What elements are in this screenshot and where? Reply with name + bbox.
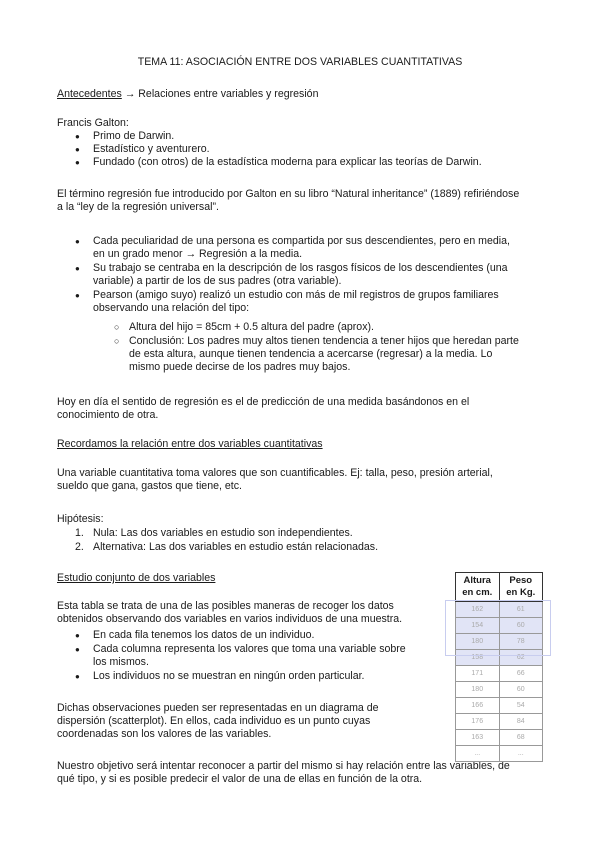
header-line: en cm. bbox=[462, 587, 493, 598]
table-header-altura bbox=[456, 573, 500, 602]
regresion-item bbox=[57, 235, 543, 261]
table-cell: 54 bbox=[499, 698, 543, 714]
text-line: de esta altura, aunque tienen tendencia a acercarse (regresar) a la media. Lo bbox=[129, 348, 493, 360]
text-line: qué tipo, y si es posible predecir el valor de una de ellas en función de la otra. bbox=[57, 773, 423, 785]
estudio-list bbox=[57, 629, 437, 683]
dichas-paragraph bbox=[57, 702, 437, 741]
recordamos-heading: Recordamos la relación entre dos variables cuantitativas bbox=[57, 438, 323, 450]
table-cell: 154 bbox=[456, 618, 500, 634]
estudio-item bbox=[57, 670, 437, 683]
table-cell: 166 bbox=[456, 698, 500, 714]
document-title: TEMA 11: ASOCIACIÓN ENTRE DOS VARIABLES CUANTITATIVAS bbox=[137, 56, 463, 68]
header-line: Peso bbox=[509, 575, 533, 586]
text-line: En cada fila tenemos los datos de un individuo. bbox=[93, 629, 315, 641]
text-line: Esta tabla se trata de una de las posibles maneras de recoger los datos bbox=[57, 600, 394, 612]
text-line: mismo puede decirse de los padres muy bajos. bbox=[129, 361, 351, 373]
table-header-row bbox=[456, 573, 543, 602]
antecedentes-line bbox=[57, 88, 543, 101]
text-line: a la “ley de la regresión universal”. bbox=[57, 201, 219, 213]
table-cell: 66 bbox=[499, 666, 543, 682]
galton-intro: Francis Galton: bbox=[57, 117, 129, 129]
table-row bbox=[456, 682, 543, 698]
text-line: Su trabajo se centraba en la descripción de los rasgos físicos de los descendientes (una bbox=[93, 262, 508, 274]
hoy-paragraph bbox=[57, 396, 543, 422]
antecedentes-rest: → Relaciones entre variables y regresión bbox=[121, 88, 319, 100]
text-line: dispersión (scatterplot). En ellos, cada individuo es un punto cuyas bbox=[57, 715, 371, 727]
text-line: El término regresión fue introducido por Galton en su libro “Natural inheritance” (1889) refiriéndose bbox=[57, 188, 520, 200]
hipotesis-item bbox=[57, 541, 543, 554]
text-line: en un grado menor → Regresión a la media. bbox=[93, 248, 303, 260]
table-row bbox=[456, 698, 543, 714]
hipotesis-text: Nula: Las dos variables en estudio son independientes. bbox=[93, 527, 353, 539]
regresion-intro bbox=[57, 188, 543, 214]
text-line: obtenidos observando dos variables en varios individuos de una muestra. bbox=[57, 613, 403, 625]
table-cell: 60 bbox=[499, 618, 543, 634]
table-row bbox=[456, 602, 543, 618]
pearson-conclusion bbox=[57, 335, 543, 374]
table-row bbox=[456, 714, 543, 730]
text-line: Cada peculiaridad de una persona es compartida por sus descendientes, pero en media, bbox=[93, 235, 510, 247]
text-line: Nuestro objetivo será intentar reconocer a partir del mismo si hay relación entre las variables, de bbox=[57, 760, 510, 772]
table-cell: 60 bbox=[499, 682, 543, 698]
table-header-peso bbox=[499, 573, 543, 602]
table-cell: 68 bbox=[499, 730, 543, 746]
pearson-sublist bbox=[57, 321, 543, 374]
hipotesis-number: 2. bbox=[75, 541, 84, 553]
estudio-item bbox=[57, 629, 437, 642]
text-line: observando una relación del tipo: bbox=[93, 302, 250, 314]
table-row bbox=[456, 746, 543, 762]
table-cell: 176 bbox=[456, 714, 500, 730]
table-row bbox=[456, 730, 543, 746]
galton-item: ● Primo de Darwin. bbox=[57, 130, 543, 143]
antecedentes-heading: Antecedentes bbox=[57, 88, 122, 100]
text-line: Pearson (amigo suyo) realizó un estudio con más de mil registros de grupos familiares bbox=[93, 289, 499, 301]
text-line: coordenadas son los valores de las variables. bbox=[57, 728, 272, 740]
data-table bbox=[455, 572, 543, 762]
table-cell: 62 bbox=[499, 650, 543, 666]
text-line: Conclusión: Los padres muy altos tienen tendencia a tener hijos que heredan parte bbox=[129, 335, 519, 347]
pearson-formula: ○ Altura del hijo = 85cm + 0.5 altura del padre (aprox). bbox=[57, 321, 543, 334]
estudio-heading: Estudio conjunto de dos variables bbox=[57, 572, 216, 584]
text-line: sueldo que gana, gastos que tiene, etc. bbox=[57, 480, 242, 492]
regresion-item bbox=[57, 289, 543, 315]
text-line: conocimiento de otra. bbox=[57, 409, 159, 421]
text-line: Los individuos no se muestran en ningún orden particular. bbox=[93, 670, 365, 682]
table-cell: 84 bbox=[499, 714, 543, 730]
table-row bbox=[456, 618, 543, 634]
table-cell: 171 bbox=[456, 666, 500, 682]
text-line: variable) a partir de los de sus padres (otra variable). bbox=[93, 275, 342, 287]
table-cell: 61 bbox=[499, 602, 543, 618]
galton-item: ● Estadístico y aventurero. bbox=[57, 143, 543, 156]
table-row bbox=[456, 634, 543, 650]
estudio-item bbox=[57, 643, 437, 669]
hipotesis-list bbox=[57, 527, 543, 554]
header-line: en Kg. bbox=[506, 587, 536, 598]
galton-item: ● Fundado (con otros) de la estadística moderna para explicar las teorías de Darwin. bbox=[57, 156, 543, 169]
table-cell: 158 bbox=[456, 650, 500, 666]
regresion-list bbox=[57, 235, 543, 315]
text-line: Hoy en día el sentido de regresión es el de predicción de una medida basándonos en el bbox=[57, 396, 470, 408]
table-row bbox=[456, 650, 543, 666]
text-line: Dichas observaciones pueden ser representadas en un diagrama de bbox=[57, 702, 379, 714]
estudio-text bbox=[57, 600, 437, 626]
table-row bbox=[456, 666, 543, 682]
regresion-item bbox=[57, 262, 543, 288]
hipotesis-number: 1. bbox=[75, 527, 84, 539]
hipotesis-heading: Hipótesis: bbox=[57, 513, 104, 525]
table-cell: ... bbox=[456, 746, 500, 762]
recordamos-text bbox=[57, 467, 543, 493]
table-cell: ... bbox=[499, 746, 543, 762]
table-cell: 180 bbox=[456, 682, 500, 698]
table-cell: 78 bbox=[499, 634, 543, 650]
hipotesis-text: Alternativa: Las dos variables en estudio están relacionadas. bbox=[93, 541, 379, 553]
text-line: Cada columna representa los valores que toma una variable sobre bbox=[93, 643, 406, 655]
hipotesis-item bbox=[57, 527, 543, 540]
table-cell: 162 bbox=[456, 602, 500, 618]
objetivo-paragraph bbox=[57, 760, 543, 786]
header-line: Altura bbox=[463, 575, 491, 586]
text-line: Una variable cuantitativa toma valores que son cuantificables. Ej: talla, peso, presión arterial, bbox=[57, 467, 493, 479]
table-cell: 180 bbox=[456, 634, 500, 650]
galton-list bbox=[57, 130, 543, 169]
text-line: los mismos. bbox=[93, 656, 149, 668]
table-cell: 163 bbox=[456, 730, 500, 746]
